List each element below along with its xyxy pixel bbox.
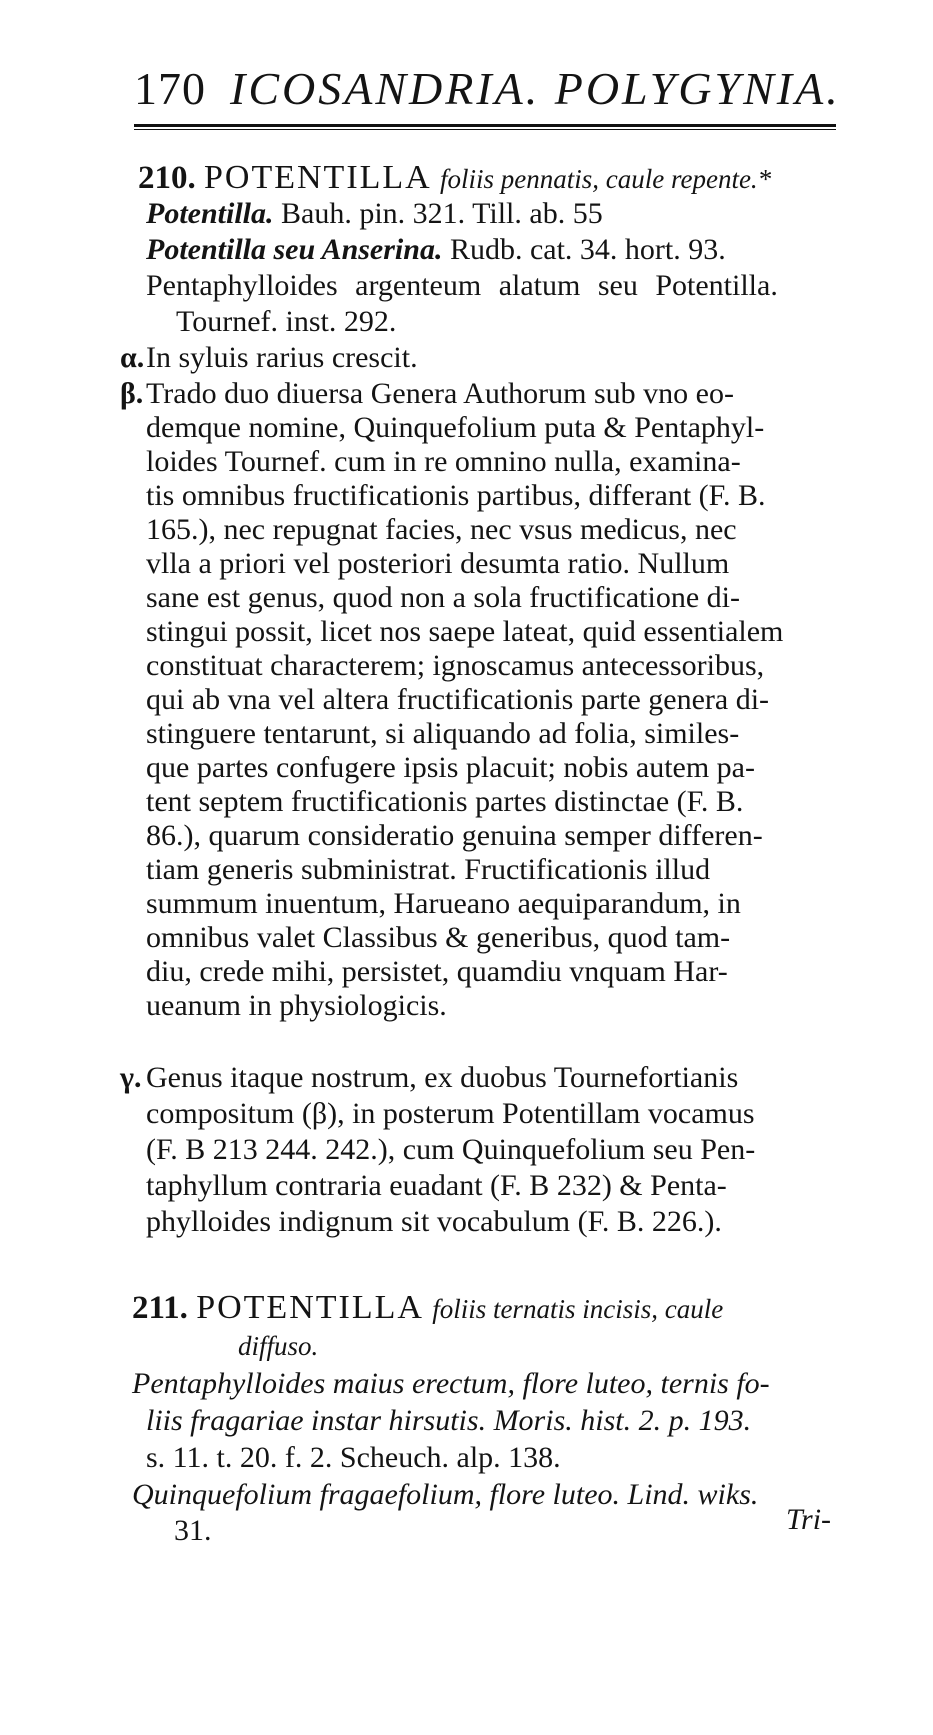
- text-line: tis omnibus fructificationis partibus, differant (F. B.: [146, 479, 766, 512]
- habitat-note: In syluis rarius crescit.: [146, 341, 418, 374]
- text-line: Quinquefolium fragaefolium, flore luteo. Lind. wiks.: [132, 1478, 759, 1511]
- synonym: Potentilla. Bauh. pin. 321. Till. ab. 55: [146, 197, 603, 230]
- running-title: ICOSANDRIA. POLYGYNIA.: [230, 63, 841, 114]
- text-line: Trado duo diuersa Genera Authorum sub vno eo-: [146, 377, 734, 410]
- text-line: s. 11. t. 20. f. 2. Scheuch. alp. 138.: [146, 1441, 561, 1474]
- text-line: Genus itaque nostrum, ex duobus Tournefortianis: [146, 1061, 739, 1094]
- beta-marker: β.: [120, 377, 144, 410]
- text-line: que partes confugere ipsis placuit; nobis autem pa-: [146, 751, 755, 784]
- entry-210-heading: [138, 160, 771, 197]
- text-line: liis fragariae instar hirsutis. Moris. hist. 2. p. 193.: [146, 1404, 752, 1437]
- header-rule: [134, 124, 836, 127]
- diagnosis-continued: diffuso.: [238, 1331, 319, 1361]
- text-line: diu, crede mihi, persistet, quamdiu vnquam Har-: [146, 955, 728, 988]
- text-line: qui ab vna vel altera fructificationis parte genera di-: [146, 683, 770, 716]
- alpha-marker: α.: [120, 341, 145, 374]
- synonym: Potentilla seu Anserina. Rudb. cat. 34. hort. 93.: [146, 233, 726, 266]
- diagnosis: foliis pennatis, caule repente.*: [440, 164, 772, 194]
- text-line: omnibus valet Classibus & generibus, quod tam-: [146, 921, 731, 954]
- text-line: vlla a priori vel posteriori desumta ratio. Nullum: [146, 547, 730, 580]
- synonym-reference: Tournef. inst. 292.: [176, 305, 397, 338]
- text-line: taphyllum contraria euadant (F. B 232) & Penta-: [146, 1169, 727, 1202]
- text-line: 165.), nec repugnat facies, nec vsus medicus, nec: [146, 513, 737, 546]
- text-line: demque nomine, Quinquefolium puta & Pentaphyl-: [146, 411, 765, 444]
- text-line: compositum (β), in posterum Potentillam vocamus: [146, 1097, 755, 1130]
- text-line: Pentaphylloides maius erectum, flore luteo, ternis fo-: [132, 1367, 770, 1400]
- text-line: constituat characterem; ignoscamus antecessoribus,: [146, 649, 765, 682]
- text-line: 86.), quarum consideratio genuina semper differen-: [146, 819, 763, 852]
- running-header: [134, 62, 841, 115]
- text-line: stinguere tentarunt, si aliquando ad folia, similes-: [146, 717, 740, 750]
- gamma-marker: γ.: [120, 1061, 142, 1094]
- entry-number: 210.: [138, 160, 196, 196]
- catchword: Tri-: [786, 1503, 832, 1536]
- diagnosis: foliis ternatis incisis, caule: [432, 1294, 724, 1324]
- entry-211-heading: [132, 1290, 723, 1327]
- header-rule-thin: [134, 129, 836, 130]
- text-line: loides Tournef. cum in re omnino nulla, examina-: [146, 445, 741, 478]
- synonym: Pentaphylloides argenteum alatum seu Potentilla.: [146, 269, 778, 302]
- genus-name: POTENTILLA: [196, 1289, 424, 1326]
- entry-number: 211.: [132, 1290, 188, 1326]
- text-line: stingui possit, licet nos saepe lateat, quid essentialem: [146, 615, 784, 648]
- page-number: 170: [134, 63, 206, 114]
- text-line: tent septem fructificationis partes distinctae (F. B.: [146, 785, 744, 818]
- text-line: (F. B 213 244. 242.), cum Quinquefolium seu Pen-: [146, 1133, 756, 1166]
- page-continuation: 31.: [174, 1514, 212, 1547]
- text-line: summum inuentum, Harueano aequiparandum, in: [146, 887, 741, 920]
- text-line: phylloides indignum sit vocabulum (F. B. 226.).: [146, 1205, 722, 1238]
- text-line: ueanum in physiologicis.: [146, 989, 447, 1022]
- text-line: sane est genus, quod non a sola fructificatione di-: [146, 581, 740, 614]
- text-line: tiam generis subministrat. Fructificationis illud: [146, 853, 711, 886]
- genus-name: POTENTILLA: [204, 159, 432, 196]
